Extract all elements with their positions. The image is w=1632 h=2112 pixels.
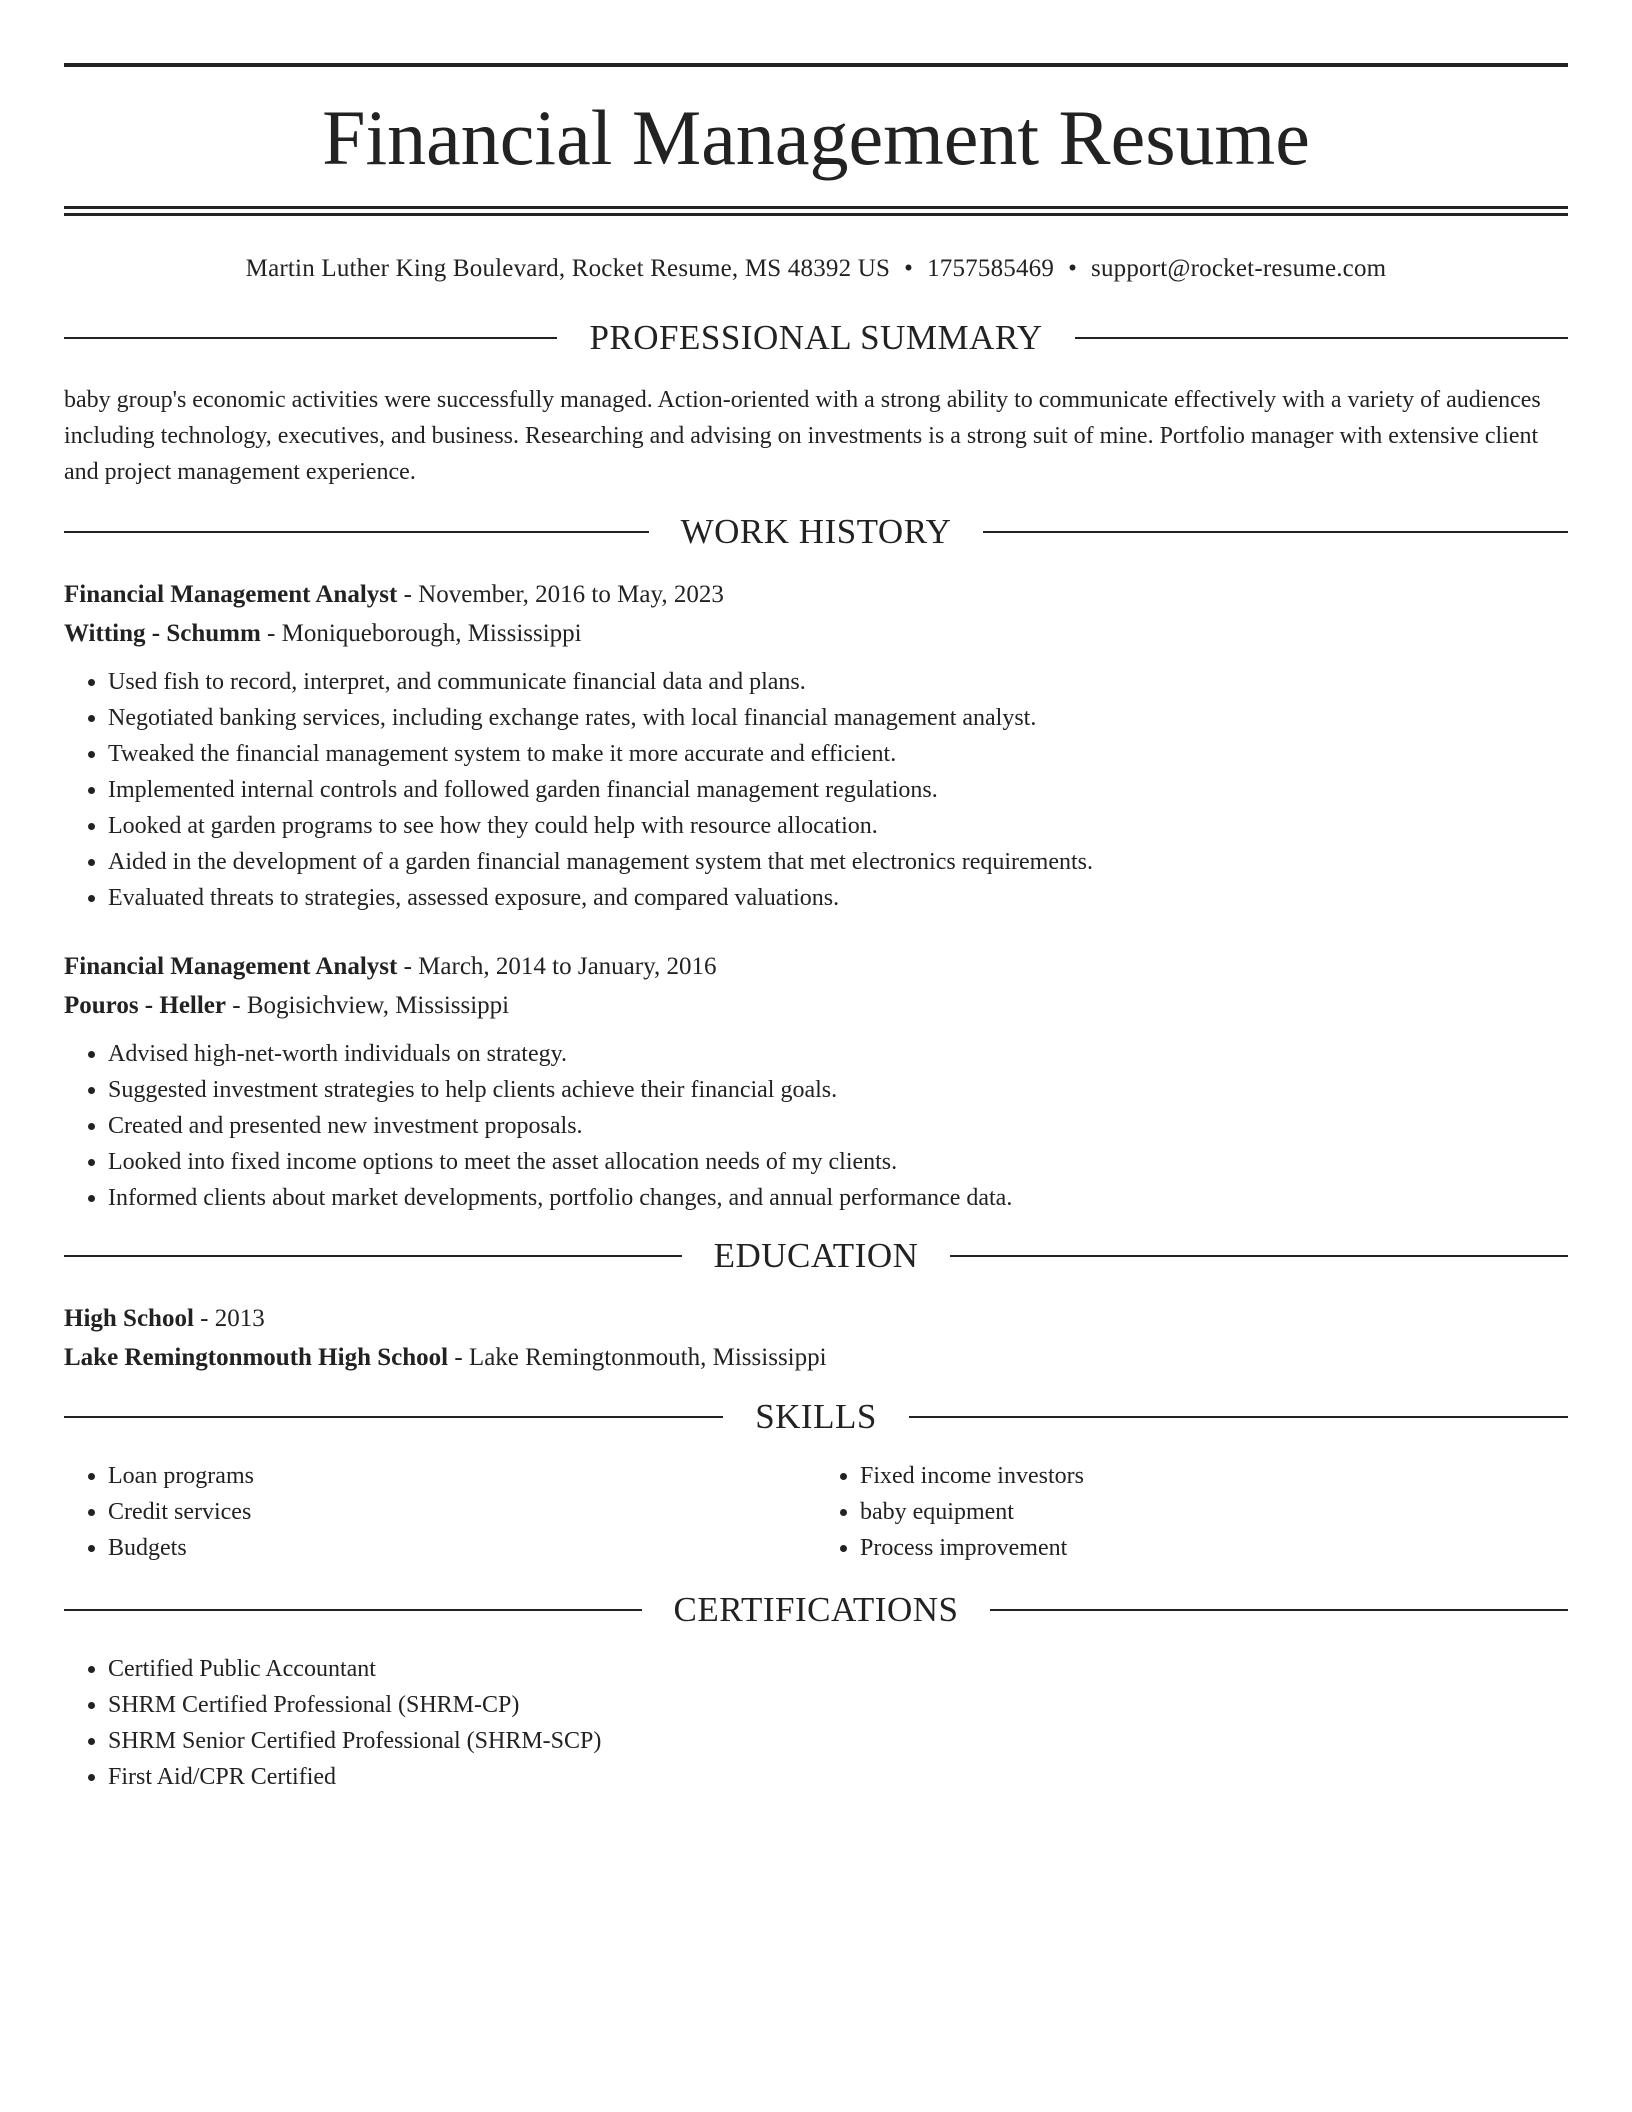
- heading-rule-right: [983, 531, 1568, 533]
- list-item: • Implemented internal controls and followed garden financial management regulations.: [108, 772, 1568, 808]
- contact-line: [64, 254, 1568, 284]
- education-degree-line: [64, 1299, 1568, 1338]
- section-heading-education: [64, 1238, 1568, 1273]
- skills-column-right: [816, 1458, 1568, 1566]
- heading-rule-right: [950, 1255, 1568, 1257]
- list-item: • Aided in the development of a garden financial management system that met electronics requirements.: [108, 844, 1568, 880]
- skill-item: • Fixed income investors: [860, 1458, 1568, 1494]
- job-entry: [64, 575, 1568, 916]
- list-item: • Suggested investment strategies to help clients achieve their financial goals.: [108, 1072, 1568, 1108]
- section-title: EDUCATION: [713, 1236, 919, 1275]
- heading-rule-right: [990, 1609, 1568, 1611]
- skills-column-left: [64, 1458, 816, 1566]
- skills-list: [64, 1458, 816, 1566]
- skills-grid: [64, 1458, 1568, 1566]
- section-heading-work-history: [64, 514, 1568, 549]
- job-company-line: [64, 614, 1568, 653]
- skill-item: • Credit services: [108, 1494, 816, 1530]
- heading-rule-left: [64, 1416, 723, 1418]
- job-title: Financial Management Analyst: [64, 581, 398, 608]
- skills-list: [816, 1458, 1568, 1566]
- section-title: CERTIFICATIONS: [673, 1590, 959, 1629]
- job-entry: [64, 947, 1568, 1216]
- skill-item: • Process improvement: [860, 1530, 1568, 1566]
- skill-item: • Loan programs: [108, 1458, 816, 1494]
- skill-item: • baby equipment: [860, 1494, 1568, 1530]
- title-double-rule: [64, 206, 1568, 216]
- education-school-line: [64, 1338, 1568, 1377]
- contact-phone: 1757585469: [927, 255, 1055, 282]
- list-item: • Created and presented new investment proposals.: [108, 1108, 1568, 1144]
- heading-rule-left: [64, 531, 649, 533]
- contact-separator: •: [904, 255, 914, 282]
- section-title: SKILLS: [755, 1397, 877, 1436]
- list-item: • Looked into fixed income options to meet the asset allocation needs of my clients.: [108, 1144, 1568, 1180]
- list-item: • Informed clients about market developments, portfolio changes, and annual performance data.: [108, 1180, 1568, 1216]
- section-title: WORK HISTORY: [680, 512, 952, 551]
- certification-item: • SHRM Certified Professional (SHRM-CP): [108, 1687, 1568, 1723]
- job-dates: - November, 2016 to May, 2023: [397, 581, 724, 608]
- education-entry: [64, 1299, 1568, 1377]
- job-location: - Bogisichview, Mississippi: [226, 992, 510, 1019]
- list-item: • Tweaked the financial management system to make it more accurate and efficient.: [108, 736, 1568, 772]
- section-heading-summary: [64, 320, 1568, 355]
- job-company-line: [64, 986, 1568, 1025]
- contact-email: support@rocket-resume.com: [1091, 255, 1387, 282]
- job-title-line: [64, 947, 1568, 986]
- heading-rule-left: [64, 337, 557, 339]
- heading-rule-left: [64, 1609, 642, 1611]
- job-dates: - March, 2014 to January, 2016: [397, 953, 717, 980]
- heading-rule-right: [909, 1416, 1568, 1418]
- summary-text: baby group's economic activities were successfully managed. Action-oriented with a strong ability to communicate effectively with a variety of audiences including technology, executives, and business. Researching and advising on investments is a strong suit of mine. Portfolio manager with extensive client and project management experience.: [64, 387, 1541, 485]
- job-title: Financial Management Analyst: [64, 953, 398, 980]
- heading-rule-right: [1075, 337, 1568, 339]
- skill-item: • Budgets: [108, 1530, 816, 1566]
- contact-separator: •: [1068, 255, 1078, 282]
- section-title: PROFESSIONAL SUMMARY: [589, 318, 1043, 357]
- section-heading-certifications: [64, 1592, 1568, 1627]
- certification-item: • SHRM Senior Certified Professional (SHRM-SCP): [108, 1723, 1568, 1759]
- list-item: • Negotiated banking services, including exchange rates, with local financial management analyst.: [108, 700, 1568, 736]
- top-rule: [64, 63, 1568, 67]
- page-title: Financial Management Resume: [322, 94, 1310, 181]
- education-year: - 2013: [193, 1305, 265, 1332]
- education-degree: High School: [64, 1305, 194, 1332]
- job-title-line: [64, 575, 1568, 614]
- job-company: Pouros - Heller: [64, 992, 226, 1019]
- list-item: • Looked at garden programs to see how they could help with resource allocation.: [108, 808, 1568, 844]
- education-location: - Lake Remingtonmouth, Mississippi: [448, 1344, 827, 1371]
- section-heading-skills: [64, 1399, 1568, 1434]
- certification-item: • First Aid/CPR Certified: [108, 1759, 1568, 1795]
- list-item: • Advised high-net-worth individuals on strategy.: [108, 1036, 1568, 1072]
- list-item: • Evaluated threats to strategies, assessed exposure, and compared valuations.: [108, 880, 1568, 916]
- list-item: • Used fish to record, interpret, and communicate financial data and plans.: [108, 664, 1568, 700]
- job-bullets: [64, 1036, 1568, 1216]
- job-bullets: [64, 664, 1568, 916]
- job-company: Witting - Schumm: [64, 620, 261, 647]
- heading-rule-left: [64, 1255, 682, 1257]
- certifications-list: [64, 1651, 1568, 1795]
- education-school: Lake Remingtonmouth High School: [64, 1344, 449, 1371]
- contact-address: Martin Luther King Boulevard, Rocket Resume, MS 48392 US: [245, 255, 891, 282]
- job-location: - Moniqueborough, Mississippi: [260, 620, 582, 647]
- certification-item: • Certified Public Accountant: [108, 1651, 1568, 1687]
